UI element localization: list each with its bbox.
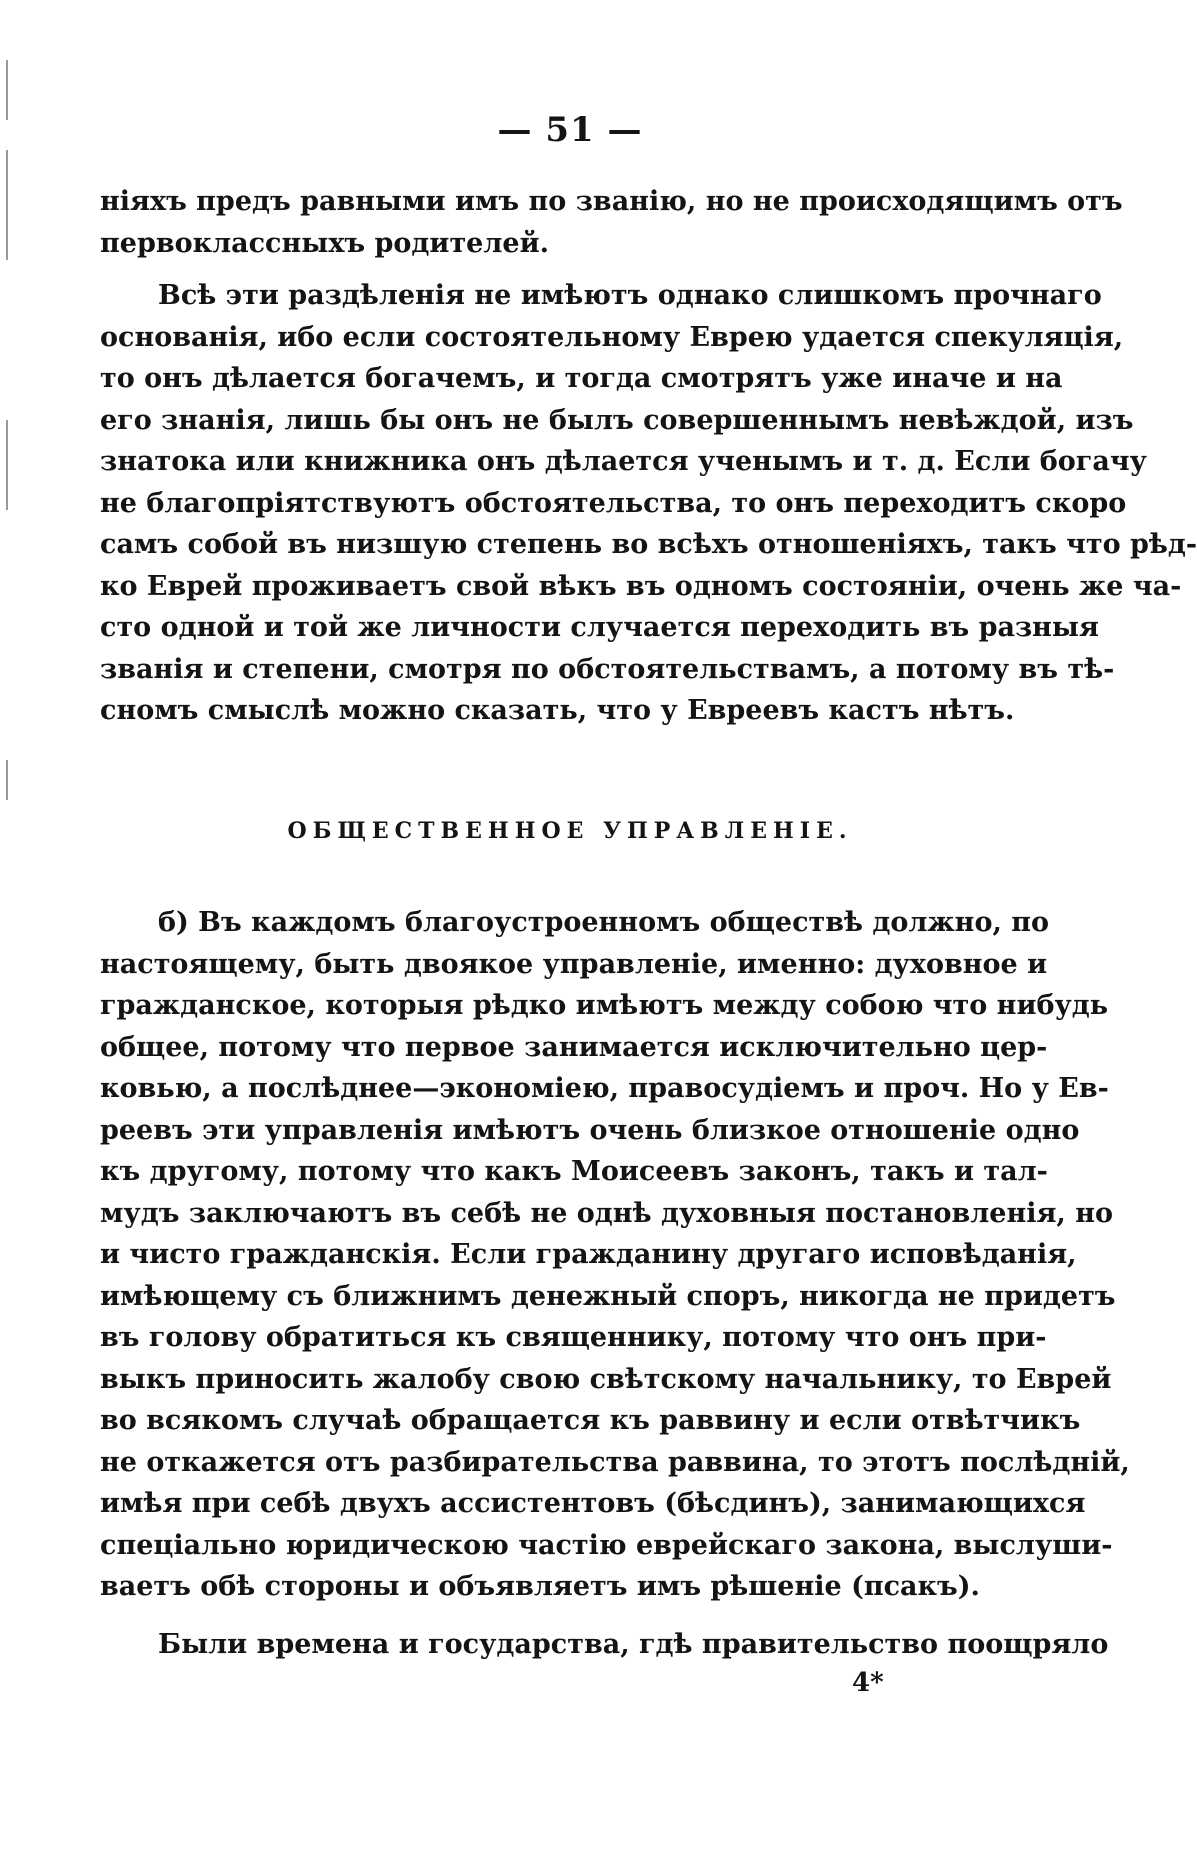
paragraph-1 — [100, 181, 1123, 264]
text-line: реевъ эти управленія имѣютъ очень близкое отношеніе одно — [100, 1114, 1080, 1146]
text-line: Были времена и государства, гдѣ правительство поощряло — [158, 1629, 1109, 1660]
text-line: спеціально юридическою частію еврейскаго закона, выслуши- — [100, 1529, 1113, 1561]
text-line: то онъ дѣлается богачемъ, и тогда смотрятъ уже иначе и на — [100, 363, 1063, 394]
text-line: первоклассныхъ родителей. — [100, 227, 549, 259]
text-line: ковью, а послѣднее—экономіею, правосудіемъ и проч. Но у Ев- — [100, 1073, 1109, 1104]
text-line: знатока или книжника онъ дѣлается ученымъ и т. д. Если богачу — [100, 446, 1147, 477]
page-number: — 51 — — [497, 110, 643, 150]
text-line: не откажется отъ разбирательства раввина, то этотъ послѣдній, — [100, 1446, 1130, 1478]
text-line: ніяхъ предъ равными имъ по званію, но не происходящимъ отъ — [100, 186, 1123, 217]
text-line: мудъ заключаютъ въ себѣ не однѣ духовныя постановленія, но — [100, 1197, 1113, 1229]
text-line: имѣющему съ ближнимъ денежный споръ, никогда не придетъ — [100, 1280, 1116, 1312]
text-line: не благопріятствуютъ обстоятельства, то онъ переходитъ скоро — [100, 487, 1127, 519]
paragraph-4 — [100, 1624, 1109, 1666]
text-line: во всякомъ случаѣ обращается къ раввину и если отвѣтчикъ — [100, 1405, 1081, 1436]
text-line: его знанія, лишь бы онъ не былъ совершеннымъ невѣждой, изъ — [100, 404, 1134, 436]
text-line: и чисто гражданскія. Если гражданину другаго исповѣданія, — [100, 1239, 1077, 1270]
text-line: Всѣ эти раздѣленія не имѣютъ однако слишкомъ прочнаго — [158, 280, 1102, 311]
text-line: имѣя при себѣ двухъ ассистентовъ (бѣсдинъ), занимающихся — [100, 1488, 1086, 1519]
text-line: настоящему, быть двоякое управленіе, именно: духовное и — [100, 948, 1048, 980]
signature-mark: 4* — [852, 1668, 884, 1698]
left-edge-line — [6, 760, 8, 800]
text-line: къ другому, потому что какъ Моисеевъ законъ, такъ и тал- — [100, 1156, 1048, 1187]
text-line: общее, потому что первое занимается исключительно цер- — [100, 1031, 1048, 1063]
text-line: выкъ приносить жалобу свою свѣтскому начальнику, то Еврей — [100, 1363, 1112, 1395]
text-line: званія и степени, смотря по обстоятельствамъ, а потому въ тѣ- — [100, 653, 1115, 685]
left-edge-line — [6, 420, 8, 510]
text-line: самъ собой въ низшую степень во всѣхъ отношеніяхъ, такъ что рѣд- — [100, 529, 1197, 560]
text-line: сто одной и той же личности случается переходить въ разныя — [100, 612, 1099, 643]
paragraph-2 — [100, 275, 1197, 732]
text-line: б) Въ каждомъ благоустроенномъ обществѣ должно, по — [158, 907, 1050, 938]
text-line: въ голову обратиться къ священнику, потому что онъ при- — [100, 1322, 1047, 1353]
left-edge-line — [6, 150, 8, 260]
paragraph-3 — [100, 902, 1130, 1608]
text-line: гражданское, которыя рѣдко имѣютъ между собою что нибудь — [100, 990, 1109, 1021]
text-line: основанія, ибо если состоятельному Еврею удается спекуляція, — [100, 321, 1124, 353]
text-line: сномъ смыслѣ можно сказать, что у Евреевъ кастъ нѣтъ. — [100, 695, 1015, 726]
section-heading: ОБЩЕСТВЕННОЕ УПРАВЛЕНІЕ. — [287, 818, 853, 844]
text-line: ваетъ обѣ стороны и объявляетъ имъ рѣшеніе (псакъ). — [100, 1571, 980, 1602]
text-line: ко Еврей проживаетъ свой вѣкъ въ одномъ состояніи, очень же ча- — [100, 570, 1182, 602]
